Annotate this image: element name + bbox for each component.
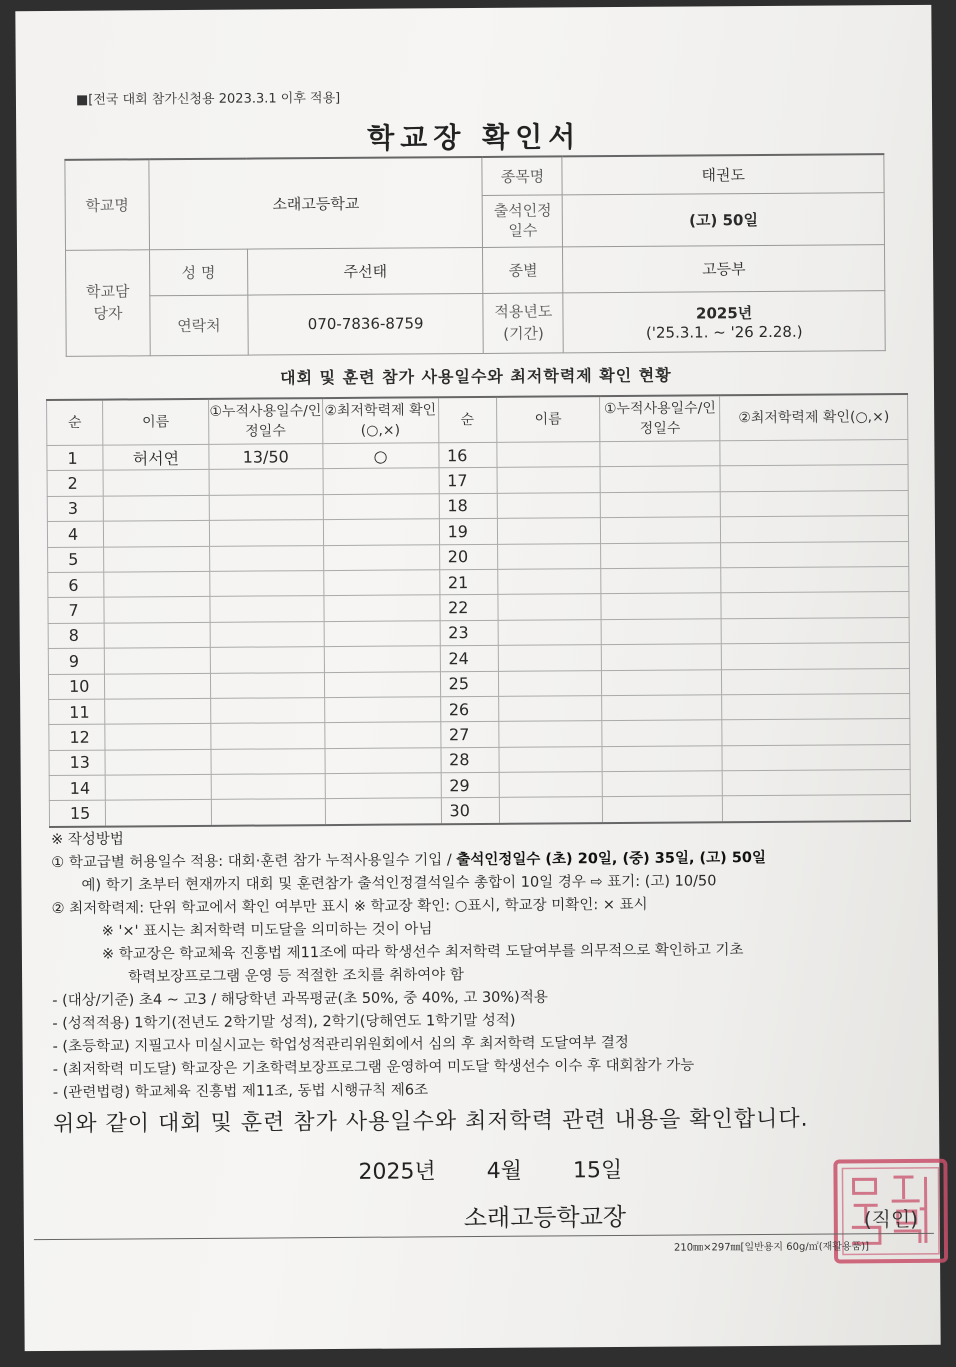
row-name-right <box>498 696 602 722</box>
detail-5: - (관련법령) 학교체육 진흥법 제11조, 동법 시행규칙 제6조 <box>52 1082 429 1101</box>
row-no: 3 <box>47 496 103 522</box>
row-confirm <box>323 544 439 570</box>
row-days: 13/50 <box>209 444 323 470</box>
note-2-b2: 학력보장프로그램 운영 등 적절한 조치를 취하여야 함 <box>128 967 464 986</box>
row-confirm-right <box>721 541 909 568</box>
year-value: 2025년 <box>695 303 753 322</box>
row-name <box>104 546 210 572</box>
row-no-right: 26 <box>440 696 498 722</box>
row-no-right: 19 <box>439 519 497 545</box>
row-confirm-right <box>721 566 909 593</box>
row-confirm-right <box>722 744 910 771</box>
header-name: 이름 <box>103 399 209 445</box>
row-confirm-right <box>723 795 911 822</box>
row-days <box>210 621 324 647</box>
row-no-right: 16 <box>438 442 496 468</box>
row-confirm-right <box>720 465 908 492</box>
row-name-right <box>499 797 603 824</box>
row-confirm <box>323 494 439 520</box>
row-days <box>209 494 323 520</box>
date-month: 4월 <box>486 1158 523 1184</box>
row-confirm <box>323 519 439 545</box>
manager-label: 학교담당자 <box>66 249 151 356</box>
row-days <box>211 748 325 774</box>
row-name-right <box>499 772 603 798</box>
row-days <box>210 647 324 673</box>
row-no-right: 30 <box>441 798 499 824</box>
row-name-right <box>498 645 602 671</box>
seal-label: (직인) <box>863 1206 919 1232</box>
row-name <box>104 622 210 648</box>
row-confirm <box>323 468 439 494</box>
row-days-right <box>603 771 723 797</box>
sport-label: 종목명 <box>482 156 562 195</box>
detail-3: - (초등학교) 지필고사 미실시교는 학업성적관리위원회에서 심의 후 최저학력 도달여부 결정 <box>52 1034 629 1055</box>
row-name <box>103 521 209 547</box>
row-name-right <box>498 721 602 747</box>
row-confirm <box>324 646 440 672</box>
row-no-right: 28 <box>441 747 499 773</box>
paper-spec: 210㎜×297㎜[일반용지 60g/㎡(재활용품)] <box>673 1241 870 1254</box>
row-no: 8 <box>48 623 104 649</box>
year-period: ('25.3.1. ~ '26 2.28.) <box>645 322 803 342</box>
row-name: 허서연 <box>103 444 209 470</box>
row-confirm <box>323 570 439 596</box>
row-name-right <box>498 619 602 645</box>
row-confirm-right <box>722 668 910 695</box>
row-days-right <box>600 441 720 467</box>
row-days <box>210 672 324 698</box>
row-days-right <box>601 492 721 518</box>
row-days-right <box>602 720 722 746</box>
row-days-right <box>602 669 722 695</box>
row-days <box>211 723 325 749</box>
row-days <box>209 545 323 571</box>
note-2: ② 최저학력제: 단위 학교에서 확인 여부만 표시 ※ 학교장 확인: ○표시, 학교장 미확인: × 표시 <box>51 896 648 917</box>
contact-label: 연락처 <box>150 295 248 356</box>
row-days-right <box>601 517 721 543</box>
note-1-text: ① 학교급별 허용일수 적용: 대회·훈련 참가 누적사용일수 기입 / <box>51 852 457 871</box>
row-no: 13 <box>49 750 105 776</box>
row-days-right <box>600 466 720 492</box>
attend-label: 출석인정일수 <box>483 194 563 247</box>
header-days-2: ①누적사용일수/인정일수 <box>600 395 720 441</box>
row-confirm <box>324 697 440 723</box>
note-2-a: ※ '×' 표시는 최저학력 미도달을 의미하는 것이 아님 <box>101 921 433 940</box>
table-subtitle: 대회 및 훈련 참가 사용일수와 최저학력제 확인 현황 <box>280 365 672 388</box>
row-no-right: 17 <box>439 468 497 494</box>
row-confirm-right <box>722 693 910 720</box>
row-no-right: 21 <box>439 569 497 595</box>
row-name <box>103 470 209 496</box>
contact-value: 070-7836-8759 <box>248 293 484 355</box>
row-no: 5 <box>48 547 104 573</box>
detail-1: - (대상/기준) 초4 ~ 고3 / 해당학년 과목평균(초 50%, 중 40%, 고 30%)적용 <box>52 989 548 1009</box>
header-confirm-2: ②최저학력제 확인(○,×) <box>720 394 908 441</box>
row-name <box>104 571 210 597</box>
row-name <box>105 800 211 827</box>
row-days <box>210 596 324 622</box>
row-name <box>105 749 211 775</box>
note-2-b: ※ 학교장은 학교체육 진흥법 제11조에 따라 학생선수 최저학력 도달여부를 의무적으로 확인하고 기초 <box>101 942 744 963</box>
row-no-right: 20 <box>439 544 497 570</box>
row-confirm <box>325 747 441 773</box>
attend-value: (고) 50일 <box>563 192 885 246</box>
row-name-right <box>496 442 600 468</box>
row-no: 7 <box>48 597 104 623</box>
row-days-right <box>601 568 721 594</box>
row-no: 14 <box>49 775 105 801</box>
row-no-right: 18 <box>439 493 497 519</box>
row-confirm-right <box>722 770 910 797</box>
header-no: 순 <box>47 400 103 446</box>
document-page <box>15 5 940 1351</box>
table-row <box>49 795 910 827</box>
row-name <box>105 698 211 724</box>
row-confirm-right <box>721 592 909 619</box>
page-title: 학교장 확인서 <box>367 120 582 155</box>
row-name-right <box>497 467 601 493</box>
row-name-right <box>497 543 601 569</box>
row-days-right <box>602 644 722 670</box>
notes-heading: ※ 작성방법 <box>51 831 124 848</box>
date-day: 15일 <box>572 1158 623 1184</box>
row-confirm <box>325 773 441 799</box>
row-confirm-right <box>720 439 908 466</box>
row-no-right: 22 <box>439 595 497 621</box>
row-confirm <box>325 722 441 748</box>
row-days <box>209 520 323 546</box>
header-confirm: ②최저학력제 확인(○,×) <box>322 397 438 443</box>
row-no-right: 27 <box>440 722 498 748</box>
category-label: 종별 <box>483 246 563 293</box>
row-days <box>211 799 325 826</box>
detail-2: - (성적적용) 1학기(전년도 2학기말 성적), 2학기(당해연도 1학기말 성적) <box>52 1012 516 1032</box>
row-name <box>104 673 210 699</box>
header-days: ①누적사용일수/인정일수 <box>208 398 322 444</box>
row-confirm <box>324 595 440 621</box>
header-name-2: 이름 <box>496 396 600 442</box>
row-confirm <box>325 798 441 825</box>
header-no-2: 순 <box>438 397 496 443</box>
row-days-right <box>602 745 722 771</box>
row-days-right <box>602 695 722 721</box>
row-name-right <box>497 569 601 595</box>
row-name-right <box>499 746 603 772</box>
year-label: 적용년도(기간) <box>483 292 563 353</box>
date-year: 2025년 <box>358 1159 436 1185</box>
row-name-right <box>497 518 601 544</box>
row-confirm-right <box>720 490 908 517</box>
row-no: 4 <box>47 521 103 547</box>
year-cell <box>563 290 885 352</box>
row-confirm-right <box>722 719 910 746</box>
row-days-right <box>601 542 721 568</box>
info-table <box>64 153 885 356</box>
category-value: 고등부 <box>563 244 885 292</box>
row-days <box>210 697 324 723</box>
row-days <box>209 469 323 495</box>
row-no: 10 <box>48 674 104 700</box>
row-days <box>210 571 324 597</box>
row-confirm-right <box>721 516 909 543</box>
name-value: 주선태 <box>247 247 483 295</box>
row-no: 9 <box>48 648 104 674</box>
confirmation-statement: 위와 같이 대회 및 훈련 참가 사용일수와 최저학력 관련 내용을 확인합니다. <box>53 1106 809 1137</box>
issue-date <box>358 1153 666 1186</box>
row-confirm-right <box>721 643 909 670</box>
row-days-right <box>601 593 721 619</box>
row-no: 1 <box>47 445 103 471</box>
row-name <box>103 495 209 521</box>
row-no-right: 24 <box>440 645 498 671</box>
row-confirm: ○ <box>323 443 439 469</box>
school-name: 소래고등학교 <box>149 157 483 249</box>
note-1-bold: 출석인정일수 (초) 20일, (중) 35일, (고) 50일 <box>456 849 767 869</box>
sport-value: 태권도 <box>562 154 884 194</box>
row-name <box>105 724 211 750</box>
row-name <box>104 597 210 623</box>
note-1-example: 예) 학기 초부터 현재까지 대회 및 훈련참가 출석인정결석일수 총합이 10일 경우 ⇨ 표기: (고) 10/50 <box>81 873 717 894</box>
row-no-right: 29 <box>441 772 499 798</box>
row-name <box>104 647 210 673</box>
row-no: 11 <box>49 699 105 725</box>
row-days <box>211 774 325 800</box>
row-no: 6 <box>48 572 104 598</box>
participation-table <box>46 393 911 828</box>
row-confirm <box>324 671 440 697</box>
row-no: 12 <box>49 724 105 750</box>
row-no-right: 23 <box>440 620 498 646</box>
row-no-right: 25 <box>440 671 498 697</box>
instructions <box>51 823 933 1105</box>
row-name-right <box>498 670 602 696</box>
row-confirm <box>324 621 440 647</box>
row-days-right <box>601 619 721 645</box>
row-days-right <box>603 796 723 823</box>
detail-4: - (최저학력 미도달) 학교장은 기초학력보장프로그램 운영하여 미도달 학생선수 이수 후 대회참가 가능 <box>52 1057 695 1078</box>
row-name-right <box>497 594 601 620</box>
principal-title: 소래고등학교장 <box>463 1202 627 1233</box>
row-confirm-right <box>721 617 909 644</box>
row-no: 2 <box>47 471 103 497</box>
top-note: ■[전국 대회 참가신청용 2023.3.1 이후 적용] <box>75 90 341 108</box>
row-name <box>105 774 211 800</box>
name-label: 성 명 <box>149 249 247 296</box>
row-no: 15 <box>49 801 105 827</box>
row-name-right <box>497 492 601 518</box>
school-label: 학교명 <box>65 159 150 250</box>
